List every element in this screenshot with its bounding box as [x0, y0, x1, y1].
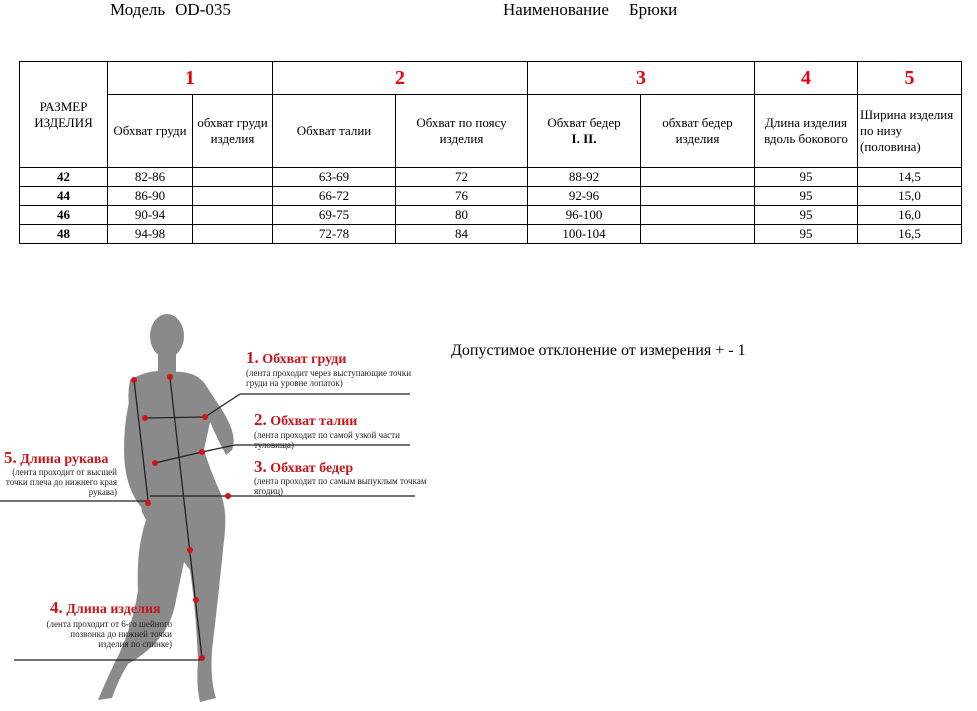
cell-waist: 69-75 [273, 206, 396, 225]
model-header [110, 0, 231, 20]
cell-chest: 90-94 [108, 206, 193, 225]
table-row [20, 168, 962, 187]
model-label: Модель [110, 0, 166, 19]
cell-length: 95 [755, 187, 858, 206]
measure-3-title: 3. Обхват бедер [254, 457, 354, 476]
col-width: Ширина изделия по низу (половина) [858, 95, 962, 168]
cell-hips-item [641, 187, 755, 206]
table-row [20, 225, 962, 244]
cell-belt: 76 [396, 187, 528, 206]
size-header: РАЗМЕР ИЗДЕЛИЯ [20, 62, 108, 168]
cell-hips: 100-104 [528, 225, 641, 244]
cell-waist: 72-78 [273, 225, 396, 244]
cell-length: 95 [755, 225, 858, 244]
cell-hips: 88-92 [528, 168, 641, 187]
measure-3-desc: (лента проходит по самым выпуклым точкам ягодиц) [254, 476, 427, 496]
tolerance-note: Допустимое отклонение от измерения + - 1 [451, 342, 746, 359]
cell-width: 16,5 [858, 225, 962, 244]
cell-size: 42 [20, 168, 108, 187]
cell-hips: 96-100 [528, 206, 641, 225]
cell-belt: 84 [396, 225, 528, 244]
cell-waist: 66-72 [273, 187, 396, 206]
group-4: 4 [755, 62, 858, 95]
cell-chest-item [193, 225, 273, 244]
col-chest: Обхват груди [108, 95, 193, 168]
cell-hips-item [641, 225, 755, 244]
col-waist: Обхват талии [273, 95, 396, 168]
group-5: 5 [858, 62, 962, 95]
measure-4-title: 4. Длина изделия [50, 598, 161, 617]
group-3: 3 [528, 62, 755, 95]
cell-length: 95 [755, 168, 858, 187]
cell-chest: 86-90 [108, 187, 193, 206]
cell-chest-item [193, 187, 273, 206]
col-hips-label: Обхват бедер [547, 115, 621, 130]
col-belt: Обхват по поясу изделия [396, 95, 528, 168]
cell-length: 95 [755, 206, 858, 225]
body-figure [0, 300, 440, 711]
cell-width: 14,5 [858, 168, 962, 187]
measure-2-desc: (лента проходит по самой узкой части туловища) [254, 430, 400, 450]
cell-hips-item [641, 168, 755, 187]
table-row [20, 187, 962, 206]
cell-size: 44 [20, 187, 108, 206]
measure-1-desc: (лента проходит через выступающие точки груди на уровне лопаток) [246, 368, 412, 388]
model-value: OD-035 [175, 0, 231, 19]
name-header [503, 0, 677, 20]
table-row [20, 206, 962, 225]
cell-size: 48 [20, 225, 108, 244]
cell-width: 16,0 [858, 206, 962, 225]
cell-waist: 63-69 [273, 168, 396, 187]
measure-5-desc: (лента проходит от высшей точки плеча до нижнего края рукава) [5, 467, 117, 497]
col-hips-roman: I. II. [571, 131, 597, 146]
col-chest-item: обхват груди изделия [193, 95, 273, 168]
cell-size: 46 [20, 206, 108, 225]
measure-1-title: 1. Обхват груди [246, 348, 347, 367]
measure-4-desc: (лента проходит от 6-го шейного позвонка до нижней точки изделия по спинке) [46, 619, 172, 649]
cell-hips: 92-96 [528, 187, 641, 206]
col-hips-item: обхват бедер изделия [641, 95, 755, 168]
cell-chest-item [193, 168, 273, 187]
measure-2-title: 2. Обхват талии [254, 410, 358, 429]
size-table [19, 61, 962, 244]
cell-hips-item [641, 206, 755, 225]
name-value: Брюки [628, 0, 678, 19]
col-length: Длина изделия вдоль бокового [755, 95, 858, 168]
col-hips [528, 95, 641, 168]
cell-belt: 80 [396, 206, 528, 225]
cell-chest-item [193, 206, 273, 225]
group-2: 2 [273, 62, 528, 95]
cell-chest: 94-98 [108, 225, 193, 244]
cell-width: 15,0 [858, 187, 962, 206]
cell-belt: 72 [396, 168, 528, 187]
name-label: Наименование [503, 0, 609, 19]
measure-5-title: 5. Длина рукава [4, 448, 109, 467]
group-1: 1 [108, 62, 273, 95]
cell-chest: 82-86 [108, 168, 193, 187]
